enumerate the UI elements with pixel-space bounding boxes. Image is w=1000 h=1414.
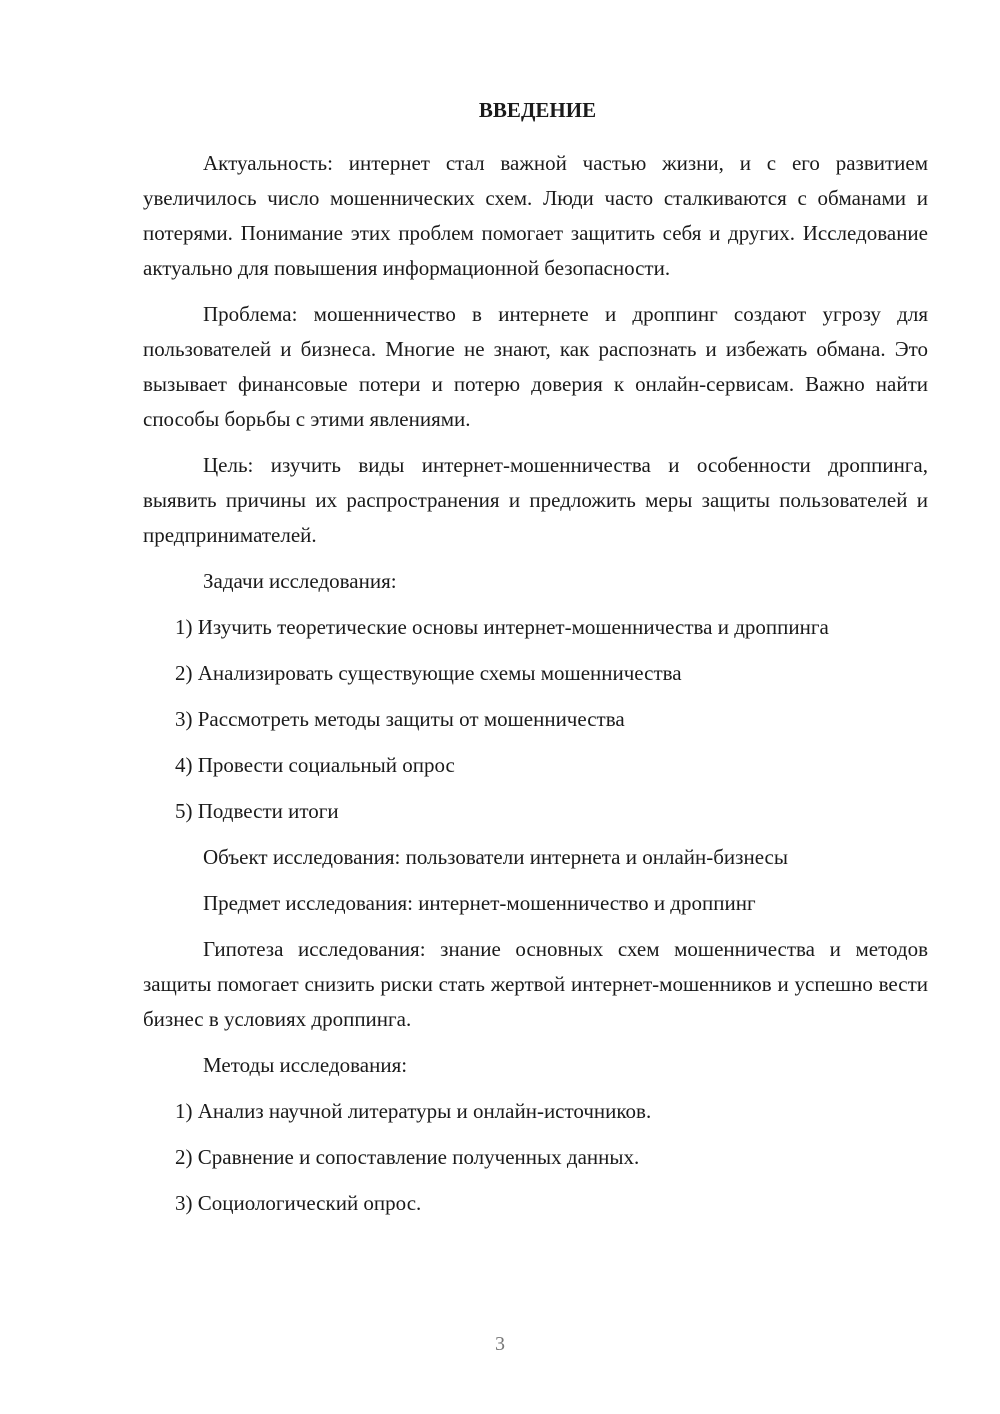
- hypothesis-paragraph: Гипотеза исследования: знание основных схем мошенничества и методов защиты помогает снизить риски стать жертвой интернет-мошенников и успешно вести бизнес в условиях дроппинга.: [143, 937, 928, 1031]
- subject-paragraph: Предмет исследования: интернет-мошенничество и дроппинг: [203, 891, 756, 915]
- task-item: 5) Подвести итоги: [175, 799, 339, 823]
- page-title: ВВЕДЕНИЕ: [478, 98, 597, 122]
- task-item: 3) Рассмотреть методы защиты от мошенничества: [175, 707, 625, 731]
- task-item: 2) Анализировать существующие схемы мошенничества: [175, 661, 682, 685]
- problem-paragraph: Проблема: мошенничество в интернете и дроппинг создают угрозу для пользователей и бизнеса. Многие не знают, как распознать и избежать обмана. Это вызывает финансовые потери и потерю доверия к онлайн-сервисам. Важно найти способы борьбы с этими явлениями.: [143, 302, 928, 431]
- task-item: 4) Провести социальный опрос: [175, 753, 455, 777]
- task-item: 1) Изучить теоретические основы интернет-мошенничества и дроппинга: [175, 615, 829, 639]
- relevance-paragraph: Актуальность: интернет стал важной частью жизни, и с его развитием увеличилось число мошеннических схем. Люди часто сталкиваются с обманами и потерями. Понимание этих проблем помогает защитить себя и других. Исследование актуально для повышения информационной безопасности.: [143, 151, 928, 280]
- goal-paragraph: Цель: изучить виды интернет-мошенничества и особенности дроппинга, выявить причины их распространения и предложить меры защиты пользователей и предпринимателей.: [143, 453, 928, 547]
- methods-heading: Методы исследования:: [203, 1053, 408, 1077]
- page-number: 3: [495, 1333, 505, 1355]
- method-item: 2) Сравнение и сопоставление полученных данных.: [175, 1145, 640, 1169]
- tasks-heading: Задачи исследования:: [203, 569, 397, 593]
- object-paragraph: Объект исследования: пользователи интернета и онлайн-бизнесы: [203, 845, 788, 869]
- method-item: 3) Социологический опрос.: [175, 1191, 422, 1215]
- method-item: 1) Анализ научной литературы и онлайн-источников.: [175, 1099, 652, 1123]
